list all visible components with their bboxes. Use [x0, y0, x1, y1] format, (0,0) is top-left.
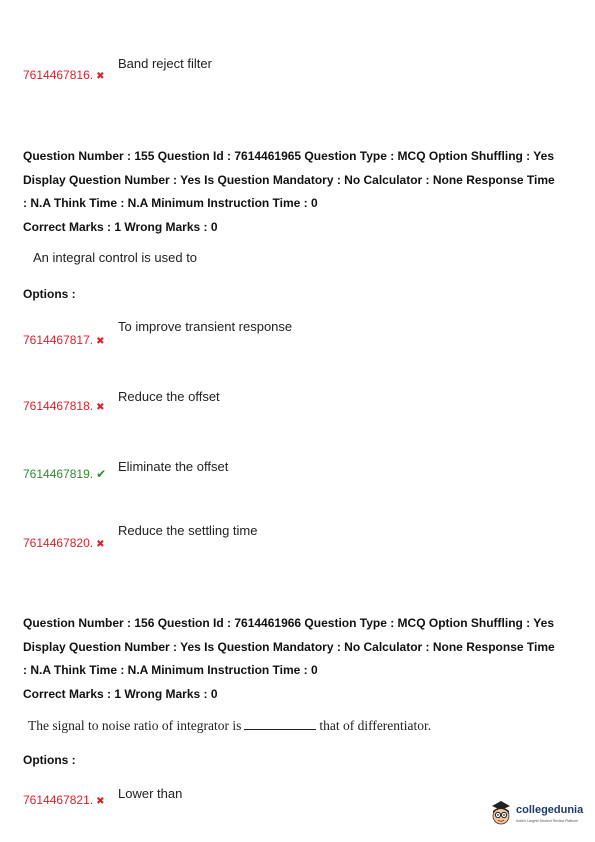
- check-icon: ✔: [96, 467, 107, 481]
- cross-icon: ✖: [96, 71, 105, 82]
- cross-icon: ✖: [96, 336, 105, 347]
- cross-icon: ✖: [96, 539, 105, 550]
- option-id: 7614467816. ✖: [23, 68, 105, 82]
- question-text: The signal to noise ratio of integrator is that of differentiator.: [28, 718, 432, 733]
- answer-blank: [244, 728, 316, 730]
- question-meta: Question Number : 156 Question Id : 7614461966 Question Type : MCQ Option Shuffling : Yes Display Question Number : Yes Is Question Mandatory : No Calculator : None Response Time : N.A Think Time : N.A Minimum Instruction Time : 0 Correct Marks : 1 Wrong Marks : 0: [23, 612, 583, 706]
- option-text: Eliminate the offset: [118, 459, 229, 474]
- option-text: To improve transient response: [118, 319, 293, 334]
- cross-icon: ✖: [96, 796, 105, 807]
- marks-line: Correct Marks : 1 Wrong Marks : 0: [23, 686, 218, 701]
- option-id: 7614467819. ✔: [23, 467, 107, 481]
- option-id: 7614467818. ✖: [23, 399, 105, 413]
- collegedunia-logo: collegedunia India's Largest Student Review Platform: [489, 797, 589, 831]
- question-meta: Question Number : 155 Question Id : 7614461965 Question Type : MCQ Option Shuffling : Yes Display Question Number : Yes Is Question Mandatory : No Calculator : None Response Time : N.A Think Time : N.A Minimum Instruction Time : 0 Correct Marks : 1 Wrong Marks : 0: [23, 145, 583, 239]
- mascot-icon: [489, 799, 513, 829]
- option-text: Band reject filter: [118, 56, 212, 71]
- option-id: 7614467817. ✖: [23, 333, 105, 347]
- cross-icon: ✖: [96, 402, 105, 413]
- option-id: 7614467820. ✖: [23, 536, 105, 550]
- marks-line: Correct Marks : 1 Wrong Marks : 0: [23, 219, 218, 234]
- option-text: Reduce the offset: [118, 389, 220, 404]
- option-text: Lower than: [118, 786, 183, 801]
- option-text: Reduce the settling time: [118, 523, 258, 538]
- options-label: Options :: [23, 287, 76, 301]
- option-id: 7614467821. ✖: [23, 793, 105, 807]
- options-label: Options :: [23, 753, 76, 767]
- question-text: An integral control is used to: [33, 250, 198, 265]
